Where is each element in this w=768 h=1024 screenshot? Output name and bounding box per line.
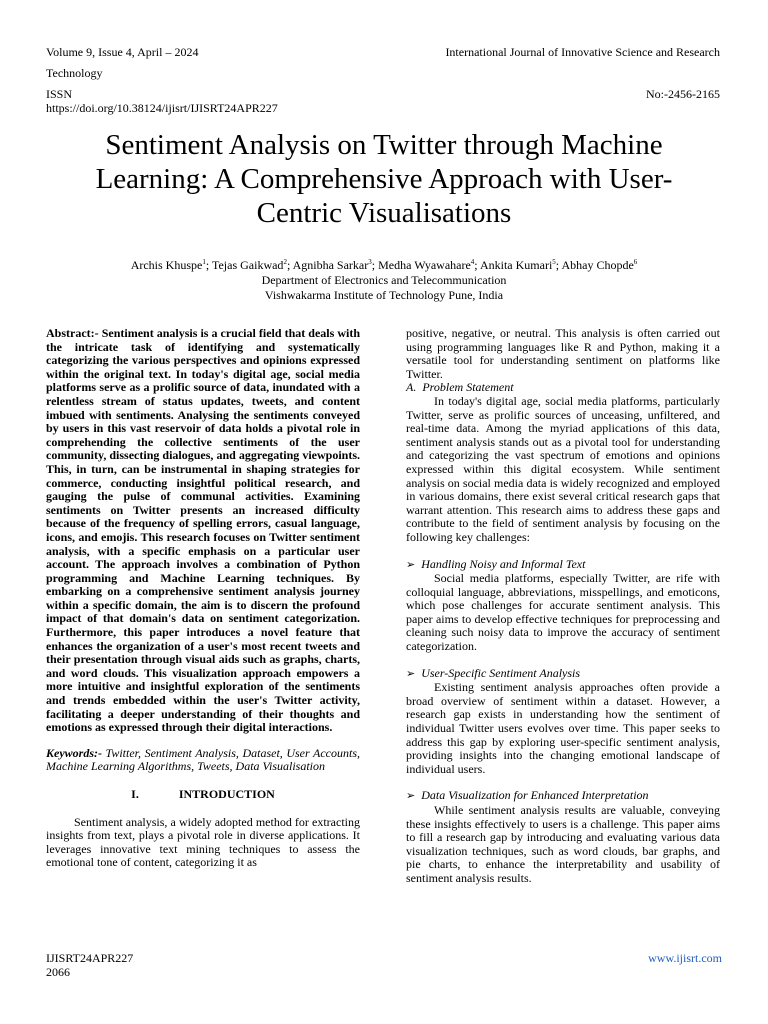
- arrow-bullet-icon: ➢: [406, 790, 416, 803]
- section-number: I.: [131, 787, 139, 801]
- keywords: [46, 747, 360, 774]
- intro-paragraph: Sentiment analysis, a widely adopted method for extracting insights from text, plays a pivotal role in diverse applications. It leverages innovative text mining techniques to assess the emotional tone of content, categorizing it as: [46, 814, 360, 870]
- author-affiliation-sup: 2: [283, 258, 287, 266]
- affiliation-institute: Vishwakarma Institute of Technology Pune, India: [264, 288, 504, 302]
- subsection-label: A.: [406, 380, 417, 395]
- author-affiliation-sup: 5: [552, 258, 556, 266]
- bullet-paragraph: Social media platforms, especially Twitter, are rife with colloquial language, abbreviations, misspellings, and emoticons, which pose challenges for accurate sentiment analysis. This paper aims to develop effective techniques for preprocessing and cleaning such noisy data to improve the accuracy of sentiment categorization.: [406, 571, 720, 654]
- author-name: Tejas Gaikwad: [211, 258, 284, 272]
- author-separator: ;: [286, 258, 293, 272]
- author-name: Agnibha Sarkar: [292, 258, 369, 272]
- subsection-title: Problem Statement: [422, 380, 514, 395]
- journal-name-cont: Technology: [46, 66, 103, 80]
- bullet-title: Data Visualization for Enhanced Interpretation: [421, 788, 649, 803]
- affiliation-dept: Department of Electronics and Telecommunication: [261, 273, 507, 287]
- footer-code: IJISRT24APR227: [46, 951, 134, 965]
- keywords-text: Twitter, Sentiment Analysis, Dataset, User Accounts, Machine Learning Algorithms, Tweets, Data Visualisation: [46, 745, 360, 774]
- author-separator: ;: [555, 258, 562, 272]
- paper-title: Sentiment Analysis on Twitter through Machine Learning: A Comprehensive Approach with User-Centric Visualisations: [95, 129, 673, 229]
- page-number: 2066: [46, 965, 70, 979]
- subsection-heading-problem: [406, 381, 720, 395]
- journal-website-link[interactable]: www.ijisrt.com: [648, 951, 722, 965]
- author-affiliation-sup: 6: [633, 258, 638, 266]
- author-separator: ;: [474, 258, 480, 272]
- issn-label: ISSN: [46, 87, 73, 101]
- issn-number: No:-2456-2165: [646, 87, 720, 101]
- journal-name: International Journal of Innovative Science and Research: [445, 45, 720, 59]
- arrow-bullet-icon: ➢: [406, 558, 416, 571]
- author-name: Ankita Kumari: [479, 258, 553, 272]
- bullet-title: User-Specific Sentiment Analysis: [421, 665, 581, 680]
- author-affiliation-sup: 4: [470, 258, 475, 266]
- author-affiliation-sup: 3: [368, 258, 372, 266]
- abstract: [46, 327, 360, 735]
- author-name: Abhay Chopde: [561, 258, 634, 272]
- keywords-label: Keywords:-: [46, 745, 102, 760]
- author-separator: ;: [371, 258, 379, 272]
- author-name: Medha Wyawahare: [378, 258, 471, 272]
- bullet-heading: [406, 667, 720, 682]
- bullet-heading: [406, 789, 720, 804]
- author-affiliation-sup: 1: [202, 258, 206, 266]
- volume-info: Volume 9, Issue 4, April – 2024: [46, 45, 199, 59]
- section-heading-introduction: [46, 788, 360, 802]
- doi-link[interactable]: https://doi.org/10.38124/ijisrt/IJISRT24APR227: [46, 101, 278, 115]
- section-title: INTRODUCTION: [178, 787, 275, 801]
- right-column: [406, 327, 720, 886]
- author-name: Archis Khuspe: [130, 258, 203, 272]
- author-list: [40, 258, 728, 273]
- bullet-paragraph: While sentiment analysis results are valuable, conveying these insights effectively to users is a challenge. This paper aims to fill a research gap by introducing and evaluating various data visualization techniques, such as word clouds, bar graphs, and pie charts, to enhance the interpretability and usability of sentiment analysis results.: [406, 803, 720, 885]
- bullet-paragraph: Existing sentiment analysis approaches often provide a broad overview of sentiment within a dataset. However, a research gap exists in understanding how the sentiment of individual Twitter users evolves over time. This paper seeks to address this gap by exploring user-specific sentiment analysis, providing insights into the changing emotional landscape of individual users.: [406, 680, 720, 776]
- author-separator: ;: [205, 258, 212, 272]
- bullet-heading: [406, 558, 720, 573]
- problem-statement-paragraph: In today's digital age, social media platforms, particularly Twitter, serve as prolific sources of unceasing, unfiltered, and real-time data. Among the myriad applications of this data, sentiment analysis stands out as a pivotal tool for understanding and categorizing the vast spectrum of emotions and opinions expressed within this digital ecosystem. While sentiment analysis on social media data is widely recognized and employed in various domains, there exist several critical research gaps that warrant attention. This research aims to address these gaps and contribute to the field of sentiment analysis by focusing on the following key challenges:: [406, 393, 720, 544]
- author-block: [40, 258, 728, 303]
- left-column: [46, 327, 360, 870]
- arrow-bullet-icon: ➢: [406, 667, 416, 680]
- abstract-text: Sentiment analysis is a crucial field that deals with the intricate task of identifying and systematically categorizing the various perspectives and opinions expressed within the original text. In today's digital age, social media platforms serve as a prolific source of data, inundated with a relentless stream of status updates, tweets, and content imbued with sentiments. Analysing the sentiments conveyed by users in this vast reservoir of data holds a pivotal role in comprehending the collective sentiments of the user community, dissecting dialogues, and aggregating viewpoints. This, in turn, can be instrumental in shaping strategies for commerce, conducting insightful political research, and gauging the pulse of communal activities. Examining sentiments on Twitter presents an increased difficulty because of the frequency of spelling errors, casual language, icons, and emojis. This research focuses on Twitter sentiment analysis, with a specific emphasis on a particular user account. The approach involves a combination of Python programming and Machine Learning techniques. By embarking on a comprehensive sentiment analysis journey within a specific domain, the aim is to discern the profound impact of that domain's data on sentiment categorization. Furthermore, this paper introduces a novel feature that enhances the organization of a user's most recent tweets and their presentation through visual aids such as graphs, charts, and word clouds. This visualization approach empowers a more intuitive and insightful exploration of the sentiments and trends embedded within the user's Twitter activity, facilitating a deeper understanding of their thoughts and emotions as expressed through their digital interactions.: [46, 326, 360, 735]
- intro-continuation: positive, negative, or neutral. This analysis is often carried out using programming languages like R and Python, making it a versatile tool for understanding sentiment on platforms like Twitter.: [406, 326, 720, 381]
- abstract-label: Abstract:-: [46, 326, 99, 340]
- bullet-title: Handling Noisy and Informal Text: [421, 556, 586, 571]
